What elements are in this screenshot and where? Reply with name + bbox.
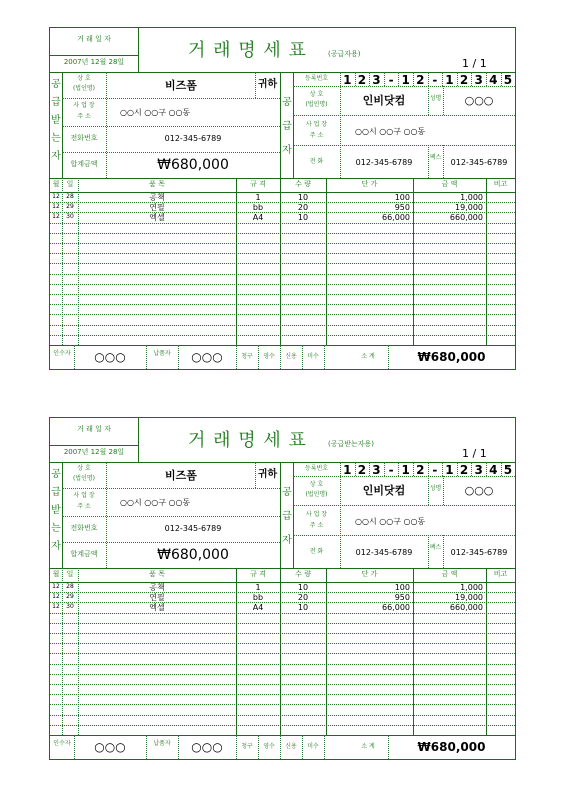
supplier-rep-label: 성명 xyxy=(429,485,442,492)
buyer-address-label-sub: 주 소 xyxy=(77,113,91,120)
rule-line xyxy=(50,243,515,244)
supplier-rep-label: 성명 xyxy=(429,95,442,102)
column-header: 월 xyxy=(52,570,60,578)
rule-line xyxy=(50,735,515,736)
receiver-name: ○○○ xyxy=(94,350,126,364)
rule-line xyxy=(50,192,515,193)
subtotal-amount: ₩680,000 xyxy=(417,740,486,754)
transaction-date: 2007년 12월 28일 xyxy=(63,58,125,66)
table-cell-amount: 660,000 xyxy=(449,213,483,223)
column-header: 비고 xyxy=(493,570,508,578)
rule-line xyxy=(50,633,515,634)
page-number: 1 / 1 xyxy=(462,447,487,460)
reg-digit: 1 xyxy=(401,73,410,87)
supplier-address: ○○시 ○○구 ○○동 xyxy=(355,517,426,526)
column-header: 일 xyxy=(66,180,74,188)
table-cell-amount: 1,000 xyxy=(460,193,483,202)
buyer-name-label-sub: (법인명) xyxy=(72,475,96,482)
payment-type-label: 신용 xyxy=(285,353,297,360)
supplier-name-label: 상 호 xyxy=(309,481,324,488)
column-header: 규 격 xyxy=(250,180,266,188)
buyer-side-label-char: 자 xyxy=(51,151,61,162)
buyer-address-label-sub: 주 소 xyxy=(77,503,91,510)
reg-digit: 2 xyxy=(357,463,367,477)
table-cell-price: 950 xyxy=(394,593,410,603)
rule-line xyxy=(50,684,515,685)
rule-line xyxy=(293,115,515,116)
supplier-rep: ○○○ xyxy=(464,94,494,107)
table-cell-m: 12 xyxy=(52,593,60,601)
rule-line xyxy=(280,462,281,476)
supplier-phone-label: 전 화 xyxy=(309,158,324,165)
column-header: 단 가 xyxy=(361,570,378,578)
column-header: 일 xyxy=(66,570,74,578)
date-label: 거 래 일 자 xyxy=(77,425,111,433)
supplier-phone: 012-345-6789 xyxy=(355,548,413,557)
supplier-side-label-char: 급 xyxy=(282,511,292,522)
buyer-honorific: 귀하 xyxy=(257,469,278,480)
buyer-name-label: 상 호 xyxy=(77,75,91,82)
reg-digit: 4 xyxy=(489,73,498,87)
buyer-side-label-char: 는 xyxy=(51,133,61,144)
rule-line xyxy=(50,704,515,705)
table-cell-amount: 1,000 xyxy=(460,583,483,592)
document-title: 거 래 명 세 표 xyxy=(188,430,307,451)
supplier-address: ○○시 ○○구 ○○동 xyxy=(355,127,426,136)
table-cell-spec: bb xyxy=(252,203,264,213)
buyer-address: ○○시 ○○구 ○○동 xyxy=(120,498,191,507)
rule-line xyxy=(293,145,515,146)
table-cell-qty: 10 xyxy=(297,193,309,202)
rule-line xyxy=(324,345,325,369)
buyer-phone-label: 전화번호 xyxy=(70,524,98,532)
rule-line xyxy=(50,592,515,593)
column-header: 품 목 xyxy=(149,570,165,578)
buyer-phone: 012-345-6789 xyxy=(164,524,222,533)
supplier-rep: ○○○ xyxy=(464,484,494,497)
buyer-total: ₩680,000 xyxy=(157,547,229,563)
supplier-address-label-sub: 주 소 xyxy=(309,522,324,529)
column-header: 규 격 xyxy=(250,570,266,578)
receiver-label: 인수자 xyxy=(53,350,71,357)
rule-line xyxy=(50,582,515,583)
transaction-date: 2007년 12월 28일 xyxy=(63,448,125,456)
document-subtitle: (공급받는자용) xyxy=(328,440,375,448)
column-header: 금 액 xyxy=(441,570,458,578)
supplier-fax-label: 팩스 xyxy=(429,154,442,161)
subtotal-amount: ₩680,000 xyxy=(417,350,486,364)
supplier-name: 인비닷컴 xyxy=(362,94,406,107)
receiver-name: ○○○ xyxy=(94,740,126,754)
document-title: 거 래 명 세 표 xyxy=(188,40,307,61)
rule-line xyxy=(50,294,515,295)
reg-digit: 2 xyxy=(416,73,425,87)
rule-line xyxy=(62,98,280,99)
buyer-side-label-char: 자 xyxy=(51,541,61,552)
column-header: 비고 xyxy=(493,180,508,188)
buyer-address-label: 사 업 장 xyxy=(73,492,95,499)
deliverer-name: ○○○ xyxy=(191,740,223,754)
rule-line xyxy=(50,233,515,234)
supplier-side-label-char: 자 xyxy=(282,145,292,156)
rule-line xyxy=(62,542,280,543)
table-cell-d: 28 xyxy=(66,583,74,590)
rule-line xyxy=(50,674,515,675)
buyer-name: 비즈폼 xyxy=(165,469,197,482)
receiver-label: 인수자 xyxy=(53,740,71,747)
rule-line xyxy=(50,653,515,654)
rule-line xyxy=(62,516,280,517)
invoice-buyer-copy xyxy=(49,417,516,760)
buyer-honorific: 귀하 xyxy=(257,79,278,90)
table-cell-spec: A4 xyxy=(252,603,264,613)
buyer-side-label-char: 공 xyxy=(51,469,61,480)
column-header: 금 액 xyxy=(441,180,458,188)
table-cell-amount: 19,000 xyxy=(455,593,483,603)
supplier-address-label-sub: 주 소 xyxy=(309,132,324,139)
reg-digit: - xyxy=(432,463,438,477)
subtotal-label: 소 계 xyxy=(361,743,375,750)
reg-digit: 3 xyxy=(372,463,381,477)
buyer-address: ○○시 ○○구 ○○동 xyxy=(120,108,191,117)
table-cell-item: 엑셀 xyxy=(149,213,165,223)
buyer-side-label-char: 공 xyxy=(51,79,61,90)
table-cell-spec: bb xyxy=(252,593,264,603)
table-cell-m: 12 xyxy=(52,603,60,611)
payment-type-label: 신용 xyxy=(285,743,297,750)
buyer-address-label: 사 업 장 xyxy=(73,102,95,109)
rule-line xyxy=(50,202,515,203)
table-cell-item: 연필 xyxy=(149,203,165,213)
reg-digit: 4 xyxy=(489,463,498,477)
reg-digit: 2 xyxy=(459,73,469,87)
page-number: 1 / 1 xyxy=(462,57,487,70)
payment-type-label: 미수 xyxy=(307,743,319,750)
rule-line xyxy=(50,325,515,326)
reg-digit: 5 xyxy=(503,463,513,477)
rule-line xyxy=(50,623,515,624)
supplier-fax: 012-345-6789 xyxy=(450,158,508,167)
rule-line xyxy=(50,445,139,446)
rule-line xyxy=(50,664,515,665)
table-cell-m: 12 xyxy=(52,583,60,590)
supplier-name: 인비닷컴 xyxy=(362,484,406,497)
reg-digit: 1 xyxy=(343,73,352,87)
buyer-side-label-char: 받 xyxy=(51,115,61,126)
table-cell-spec: A4 xyxy=(252,213,264,223)
table-cell-item: 공책 xyxy=(149,193,165,202)
rule-line xyxy=(62,126,280,127)
rule-line xyxy=(50,274,515,275)
table-cell-qty: 20 xyxy=(297,203,309,213)
table-cell-m: 12 xyxy=(52,213,60,221)
deliverer-label: 납품자 xyxy=(153,740,171,747)
rule-line xyxy=(50,335,515,336)
rule-line xyxy=(324,735,325,759)
table-cell-qty: 10 xyxy=(297,213,309,223)
supplier-name-label: 상 호 xyxy=(309,91,324,98)
reg-digit: 5 xyxy=(503,73,513,87)
subtotal-label: 소 계 xyxy=(361,353,375,360)
column-header: 월 xyxy=(52,180,60,188)
deliverer-label: 납품자 xyxy=(153,350,171,357)
table-cell-item: 공책 xyxy=(149,583,165,592)
table-cell-price: 100 xyxy=(394,583,410,592)
table-cell-qty: 10 xyxy=(297,583,309,592)
rule-line xyxy=(50,304,515,305)
table-cell-m: 12 xyxy=(52,203,60,211)
payment-type-label: 청구 xyxy=(241,353,253,360)
reg-digit: 3 xyxy=(474,73,483,87)
reg-digit: 2 xyxy=(416,463,425,477)
invoice-supplier-copy xyxy=(49,27,516,370)
deliverer-name: ○○○ xyxy=(191,350,223,364)
reg-digit: - xyxy=(388,463,394,477)
table-cell-d: 30 xyxy=(66,213,74,221)
rule-line xyxy=(50,568,515,569)
table-cell-m: 12 xyxy=(52,193,60,200)
table-cell-d: 29 xyxy=(66,203,74,211)
buyer-side-label-char: 는 xyxy=(51,523,61,534)
rule-line xyxy=(50,212,515,213)
rule-line xyxy=(50,613,515,614)
supplier-side-label-char: 공 xyxy=(282,97,292,108)
rule-line xyxy=(50,263,515,264)
supplier-fax-label: 팩스 xyxy=(429,544,442,551)
table-cell-amount: 660,000 xyxy=(449,603,483,613)
table-cell-d: 29 xyxy=(66,593,74,601)
rule-line xyxy=(50,55,139,56)
reg-digit: 1 xyxy=(445,73,454,87)
rule-line xyxy=(50,253,515,254)
table-cell-qty: 20 xyxy=(297,593,309,603)
supplier-side-label-char: 자 xyxy=(282,535,292,546)
buyer-name-label: 상 호 xyxy=(77,465,91,472)
buyer-side-label-char: 급 xyxy=(51,487,61,498)
rule-line xyxy=(50,284,515,285)
buyer-name-label-sub: (법인명) xyxy=(72,85,96,92)
supplier-reg-label: 등록번호 xyxy=(304,465,329,472)
reg-digit: - xyxy=(432,73,438,87)
buyer-total: ₩680,000 xyxy=(157,157,229,173)
rule-line xyxy=(293,505,515,506)
rule-line xyxy=(138,28,139,73)
rule-line xyxy=(293,535,515,536)
rule-line xyxy=(50,602,515,603)
supplier-phone-label: 전 화 xyxy=(309,548,324,555)
supplier-side-label-char: 급 xyxy=(282,121,292,132)
rule-line xyxy=(138,418,139,463)
date-label: 거 래 일 자 xyxy=(77,35,111,43)
column-header: 품 목 xyxy=(149,180,165,188)
table-cell-qty: 10 xyxy=(297,603,309,613)
table-cell-item: 엑셀 xyxy=(149,603,165,613)
supplier-phone: 012-345-6789 xyxy=(355,158,413,167)
buyer-phone: 012-345-6789 xyxy=(164,134,222,143)
rule-line xyxy=(280,72,281,86)
supplier-address-label: 사 업 장 xyxy=(305,121,328,128)
rule-line xyxy=(50,314,515,315)
buyer-side-label-char: 급 xyxy=(51,97,61,108)
rule-line xyxy=(62,488,280,489)
column-header: 수 량 xyxy=(295,180,311,188)
document-subtitle: (공급자용) xyxy=(328,50,361,58)
table-cell-spec: 1 xyxy=(255,583,261,592)
table-cell-item: 연필 xyxy=(149,593,165,603)
buyer-side-label-char: 받 xyxy=(51,505,61,516)
rule-line xyxy=(62,152,280,153)
supplier-name-label-sub: (법인명) xyxy=(305,491,328,498)
column-header: 수 량 xyxy=(295,570,311,578)
buyer-total-label: 합계금액 xyxy=(70,160,98,168)
table-cell-price: 66,000 xyxy=(382,603,410,613)
reg-digit: 1 xyxy=(401,463,410,477)
rule-line xyxy=(50,345,515,346)
supplier-side-label-char: 공 xyxy=(282,487,292,498)
buyer-phone-label: 전화번호 xyxy=(70,134,98,142)
rule-line xyxy=(50,725,515,726)
buyer-total-label: 합계금액 xyxy=(70,550,98,558)
rule-line xyxy=(50,715,515,716)
reg-digit: 3 xyxy=(474,463,483,477)
payment-type-label: 영수 xyxy=(263,353,275,360)
table-cell-amount: 19,000 xyxy=(455,203,483,213)
table-cell-d: 28 xyxy=(66,193,74,200)
reg-digit: 1 xyxy=(445,463,454,477)
table-cell-d: 30 xyxy=(66,603,74,611)
payment-type-label: 영수 xyxy=(263,743,275,750)
rule-line xyxy=(50,643,515,644)
rule-line xyxy=(50,178,515,179)
reg-digit: 3 xyxy=(372,73,381,87)
supplier-fax: 012-345-6789 xyxy=(450,548,508,557)
buyer-name: 비즈폼 xyxy=(165,79,197,92)
rule-line xyxy=(50,694,515,695)
reg-digit: 1 xyxy=(343,463,352,477)
table-cell-spec: 1 xyxy=(255,193,261,202)
payment-type-label: 미수 xyxy=(307,353,319,360)
reg-digit: - xyxy=(388,73,394,87)
table-cell-price: 66,000 xyxy=(382,213,410,223)
rule-line xyxy=(50,223,515,224)
column-header: 단 가 xyxy=(361,180,378,188)
supplier-address-label: 사 업 장 xyxy=(305,511,328,518)
table-cell-price: 950 xyxy=(394,203,410,213)
reg-digit: 2 xyxy=(459,463,469,477)
supplier-name-label-sub: (법인명) xyxy=(305,101,328,108)
payment-type-label: 청구 xyxy=(241,743,253,750)
table-cell-price: 100 xyxy=(394,193,410,202)
reg-digit: 2 xyxy=(357,73,367,87)
supplier-reg-label: 등록번호 xyxy=(304,75,329,82)
